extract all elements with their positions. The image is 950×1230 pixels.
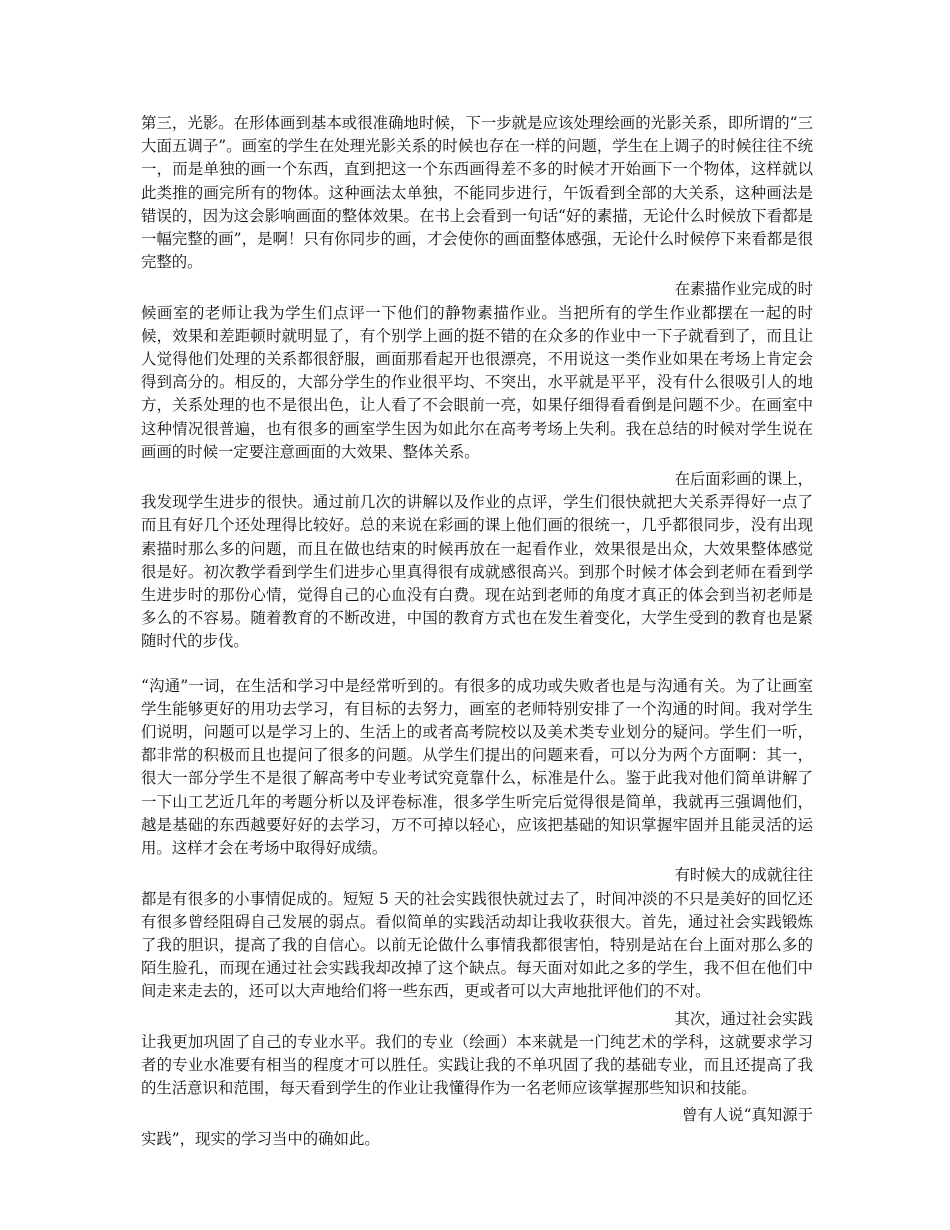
paragraph-color-class: 我发现学生进步的很快。通过前几次的讲解以及作业的点评，学生们很快就把大关系弄得好一点了而且有好几个还处理得比较好。总的来说在彩画的课上他们画的很统一，几乎都很同步，没有出现素描时那么多的问题，而且在做也结束的时候再放在一起看作业，效果很是出众，大效果整体感觉很是好。初次教学看到学生们进步心里真得很有成就感很高兴。到那个时候才体会到老师在看到学生进步时的那份心情，觉得自己的心血没有白费。现在站到老师的角度才真正的体会到当初老师是多么的不容易。随着教育的不断改进，中国的教育方式也在发生着变化，大学生受到的教育也是紧随时代的步伐。 [141, 493, 813, 651]
paragraph-lead-second: 其次，通过社会实践 [674, 1009, 813, 1028]
paragraph-lead-achievement: 有时候大的成就往往 [674, 866, 813, 885]
paragraph-professional-skill: 让我更加巩固了自己的专业水平。我们的专业（绘画）本来就是一门纯艺术的学科，这就要求学习者的专业水准要有相当的程度才可以胜任。实践让我的不单巩固了我的基础专业，而且还提高了我的生活意识和范围，每天看到学生的作业让我懂得作为一名老师应该掌握那些知识和技能。 [141, 1032, 813, 1098]
paragraph-lead-quote: 曾有人说“真知源于 [682, 1106, 813, 1125]
paragraph-sketch-review: 候画室的老师让我为学生们点评一下他们的静物素描作业。当把所有的学生作业都摆在一起的时候，效果和差距顿时就明显了，有个别学上画的挺不错的在众多的作业中一下子就看到了，而且让人觉得他们处理的关系都很舒服，画面那看起开也很漂亮，不用说这一类作业如果在考场上肯定会得到高分的。相反的，大部分学生的作业很平均、不突出，水平就是平平，没有什么很吸引人的地方，关系处理的也不是很出色，让人看了不会眼前一亮，如果仔细得看看倒是问题不少。在画室中这种情况很普遍，也有很多的画室学生因为如此尔在高考考场上失利。我在总结的时候对学生说在画画的时候一定要注意画面的大效果、整体关系。 [141, 303, 813, 461]
document-body [141, 112, 813, 1151]
paragraph-social-practice: 都是有很多的小事情促成的。短短 5 天的社会实践很快就过去了，时间冲淡的不只是美好的回忆还有很多曾经阻碍自己发展的弱点。看似简单的实践活动却让我收获很大。首先，通过社会实践锻炼了我的胆识，提高了我的自信心。以前无论做什么事情我都很害怕，特别是站在台上面对那么多的陌生脸孔，而现在通过社会实践我却改掉了这个缺点。每天面对如此之多的学生，我不但在他们中间走来走去的，还可以大声地给们将一些东西，更或者可以大声地批评他们的不对。 [141, 889, 813, 1001]
paragraph-communication: “沟通”一词，在生活和学习中是经常听到的。有很多的成功或失败者也是与沟通有关。为了让画室学生能够更好的用功去学习，有目标的去努力，画室的老师特别安排了一个沟通的时间。我对学生们说明，问题可以是学习上的、生活上的或者高考院校以及美术类专业划分的疑问。学生们一听，都非常的积极而且也提问了很多的问题。从学生们提出的问题来看，可以分为两个方面啊：其一，很大一部分学生不是很了解高考中专业考试究竟靠什么，标准是什么。鉴于此我对他们简单讲解了一下山工艺近几年的考题分析以及评卷标准，很多学生听完后觉得很是简单，我就再三强调他们，越是基础的东西越要好好的去学习，万不可掉以轻心，应该把基础的知识掌握牢固并且能灵活的运用。这样才会在考场中取得好成绩。 [141, 676, 813, 858]
paragraph-conclusion: 实践”，现实的学习当中的确如此。 [141, 1129, 380, 1148]
paragraph-lead-color: 在后面彩画的课上， [674, 470, 813, 489]
paragraph-light-shadow: 第三，光影。在形体画到基本或很准确地时候，下一步就是应该处理绘画的光影关系，即所谓的“三大面五调子”。画室的学生在处理光影关系的时候也存在一样的问题，学生在上调子的时候往往不统一，而是单独的画一个东西，直到把这一个东西画得差不多的时候才开始画下一个物体，这样就以此类推的画完所有的物体。这种画法太单独，不能同步进行，午饭看到全部的大关系，这种画法是错误的，因为这会影响画面的整体效果。在书上会看到一句话“好的素描，无论什么时候放下看都是一幅完整的画”，是啊！只有你同步的画，才会使你的画面整体感强，无论什么时候停下来看都是很完整的。 [141, 114, 813, 272]
paragraph-spacer [141, 654, 813, 675]
paragraph-lead-sketch: 在素描作业完成的时 [674, 280, 813, 299]
